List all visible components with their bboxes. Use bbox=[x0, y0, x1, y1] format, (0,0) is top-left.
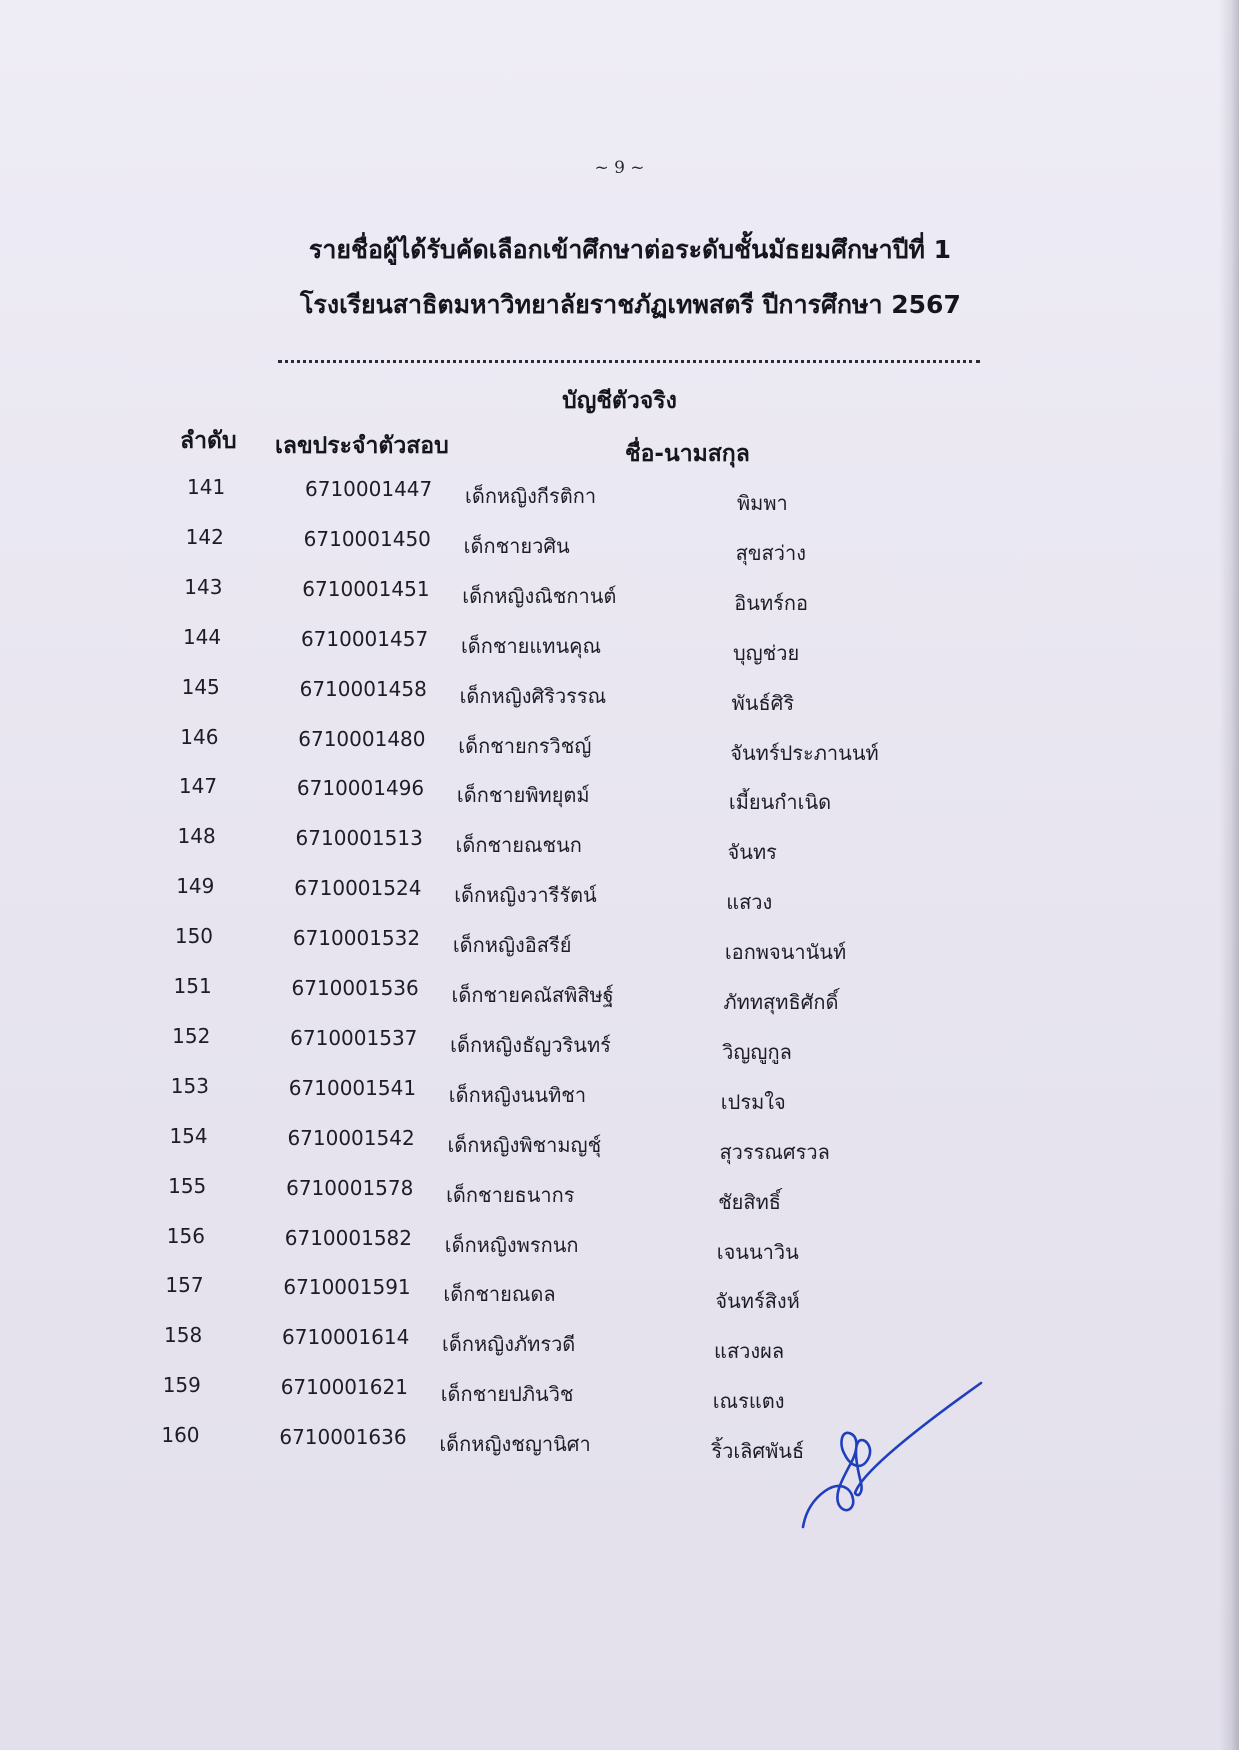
exam-id: 6710001513 bbox=[295, 826, 423, 851]
table-row bbox=[164, 1323, 1239, 1363]
table-row bbox=[172, 1024, 1239, 1064]
last-name: จันทร bbox=[727, 840, 777, 865]
last-name: เปรมใจ bbox=[720, 1089, 786, 1114]
first-name: เด็กหญิงศิริวรรณ bbox=[459, 683, 607, 708]
exam-id: 6710001447 bbox=[305, 477, 433, 501]
table-row bbox=[178, 824, 1239, 864]
row-number: 148 bbox=[177, 824, 216, 849]
row-number: 154 bbox=[169, 1123, 208, 1148]
first-name: เด็กหญิงนนทิชา bbox=[448, 1082, 587, 1107]
last-name: แสวง bbox=[726, 890, 773, 915]
exam-id: 6710001496 bbox=[296, 776, 425, 801]
document-title-line-1: รายชื่อผู้ได้รับคัดเลือกเข้าศึกษาต่อระดับชั้นมัธยมศึกษาปีที่ 1 bbox=[308, 235, 952, 264]
row-number: 149 bbox=[176, 874, 215, 899]
page-number: ~ 9 ~ bbox=[594, 158, 645, 178]
exam-id: 6710001457 bbox=[300, 626, 429, 651]
last-name: ริ้วเลิศพันธ์ bbox=[711, 1439, 805, 1464]
list-heading: บัญชีตัวจริง bbox=[562, 388, 677, 414]
exam-id: 6710001536 bbox=[291, 976, 419, 1000]
column-header-order: ลำดับ bbox=[180, 428, 237, 454]
first-name: เด็กชายปภินวิช bbox=[440, 1382, 574, 1407]
table-row bbox=[167, 1224, 1239, 1264]
first-name: เด็กหญิงณิชกานต์ bbox=[462, 583, 617, 608]
last-name: วิญญูกูล bbox=[722, 1039, 792, 1064]
table-row bbox=[183, 625, 1239, 665]
row-number: 147 bbox=[178, 774, 218, 799]
last-name: บุญช่วย bbox=[732, 640, 800, 665]
row-number: 155 bbox=[168, 1173, 207, 1198]
last-name: จันทร์ประภานนท์ bbox=[730, 740, 879, 765]
exam-id: 6710001524 bbox=[294, 876, 422, 901]
exam-id: 6710001636 bbox=[279, 1425, 407, 1450]
last-name: เอกพจนานันท์ bbox=[724, 940, 847, 965]
table-row bbox=[186, 525, 1239, 565]
table-row bbox=[179, 774, 1239, 814]
table-row bbox=[168, 1174, 1239, 1214]
last-name: ชัยสิทธิ์ bbox=[718, 1189, 781, 1214]
exam-id: 6710001532 bbox=[292, 926, 421, 951]
first-name: เด็กชายแทนคุณ bbox=[460, 633, 602, 658]
exam-id: 6710001582 bbox=[284, 1225, 412, 1250]
table-row bbox=[176, 874, 1239, 914]
exam-id: 6710001480 bbox=[298, 726, 426, 751]
last-name: พิมพา bbox=[737, 491, 788, 515]
exam-id: 6710001458 bbox=[299, 676, 427, 701]
last-name: สุวรรณศรวล bbox=[719, 1139, 830, 1164]
last-name: จันทร์สิงห์ bbox=[715, 1289, 800, 1314]
row-number: 143 bbox=[184, 574, 223, 599]
table-row bbox=[174, 974, 1239, 1014]
last-name: พันธ์ศิริ bbox=[731, 690, 795, 715]
column-header-exam-id: เลขประจำตัวสอบ bbox=[275, 433, 449, 459]
row-number: 159 bbox=[162, 1373, 201, 1398]
row-number: 158 bbox=[164, 1323, 203, 1348]
table-row bbox=[169, 1124, 1239, 1164]
first-name: เด็กหญิงชญานิศา bbox=[439, 1432, 591, 1457]
handwritten-signature bbox=[795, 1375, 985, 1535]
row-number: 152 bbox=[172, 1023, 211, 1048]
last-name: แสวงผล bbox=[714, 1339, 785, 1364]
exam-id: 6710001578 bbox=[286, 1175, 414, 1200]
first-name: เด็กหญิงพรกนก bbox=[444, 1232, 579, 1257]
first-name: เด็กชายณดล bbox=[443, 1282, 556, 1307]
exam-id: 6710001542 bbox=[287, 1125, 415, 1150]
first-name: เด็กชายธนากร bbox=[446, 1182, 575, 1207]
exam-id: 6710001614 bbox=[282, 1325, 410, 1350]
row-number: 145 bbox=[181, 674, 220, 699]
table-row bbox=[161, 1423, 1239, 1463]
first-name: เด็กชายคณัสพิสิษฐ์ bbox=[451, 983, 614, 1007]
row-number: 157 bbox=[165, 1273, 204, 1298]
table-row bbox=[171, 1074, 1239, 1114]
first-name: เด็กหญิงพิชามญชุ์ bbox=[447, 1132, 602, 1157]
last-name: สุขสว่าง bbox=[735, 540, 806, 565]
first-name: เด็กหญิงธัญวรินทร์ bbox=[450, 1032, 611, 1057]
first-name: เด็กชายณชนก bbox=[455, 833, 582, 858]
exam-id: 6710001450 bbox=[303, 526, 431, 551]
table-row bbox=[187, 475, 1239, 515]
row-number: 150 bbox=[174, 924, 214, 949]
exam-id: 6710001537 bbox=[290, 1025, 418, 1050]
first-name: เด็กชายวศิน bbox=[463, 533, 570, 558]
row-number: 160 bbox=[161, 1423, 200, 1448]
first-name: เด็กหญิงอิสรีย์ bbox=[452, 933, 572, 958]
first-name: เด็กหญิงวารีรัตน์ bbox=[454, 883, 597, 908]
exam-id: 6710001591 bbox=[283, 1275, 411, 1300]
row-number: 151 bbox=[173, 974, 212, 998]
first-name: เด็กชายกรวิชญ์ bbox=[458, 733, 592, 758]
last-name: ภัททสุทธิศักดิ์ bbox=[723, 990, 839, 1014]
table-row bbox=[182, 675, 1239, 715]
first-name: เด็กชายพิทยุตม์ bbox=[456, 783, 590, 808]
table-row bbox=[184, 575, 1239, 615]
first-name: เด็กหญิงภัทรวดี bbox=[442, 1332, 576, 1357]
document-title-line-2: โรงเรียนสาธิตมหาวิทยาลัยราชภัฏเทพสตรี ปีการศึกษา 2567 bbox=[300, 290, 961, 319]
row-number: 146 bbox=[180, 724, 219, 749]
row-number: 144 bbox=[182, 624, 222, 649]
exam-id: 6710001451 bbox=[302, 576, 430, 601]
row-number: 142 bbox=[185, 524, 224, 549]
last-name: อินทร์กอ bbox=[734, 590, 809, 615]
last-name: เจนนาวิน bbox=[716, 1239, 799, 1264]
table-row bbox=[163, 1373, 1239, 1413]
last-name: เมี้ยนกำเนิด bbox=[728, 790, 832, 815]
table-row bbox=[165, 1273, 1239, 1313]
table-row bbox=[180, 725, 1239, 765]
last-name: เณรแตง bbox=[712, 1389, 785, 1414]
exam-id: 6710001621 bbox=[280, 1375, 408, 1400]
column-header-full-name: ชื่อ-นามสกุล bbox=[625, 441, 750, 467]
first-name: เด็กหญิงกีรติกา bbox=[465, 484, 597, 508]
row-number: 156 bbox=[166, 1223, 205, 1248]
table-row bbox=[175, 924, 1239, 964]
exam-id: 6710001541 bbox=[288, 1075, 417, 1100]
row-number: 153 bbox=[170, 1073, 209, 1098]
row-number: 141 bbox=[187, 475, 226, 499]
